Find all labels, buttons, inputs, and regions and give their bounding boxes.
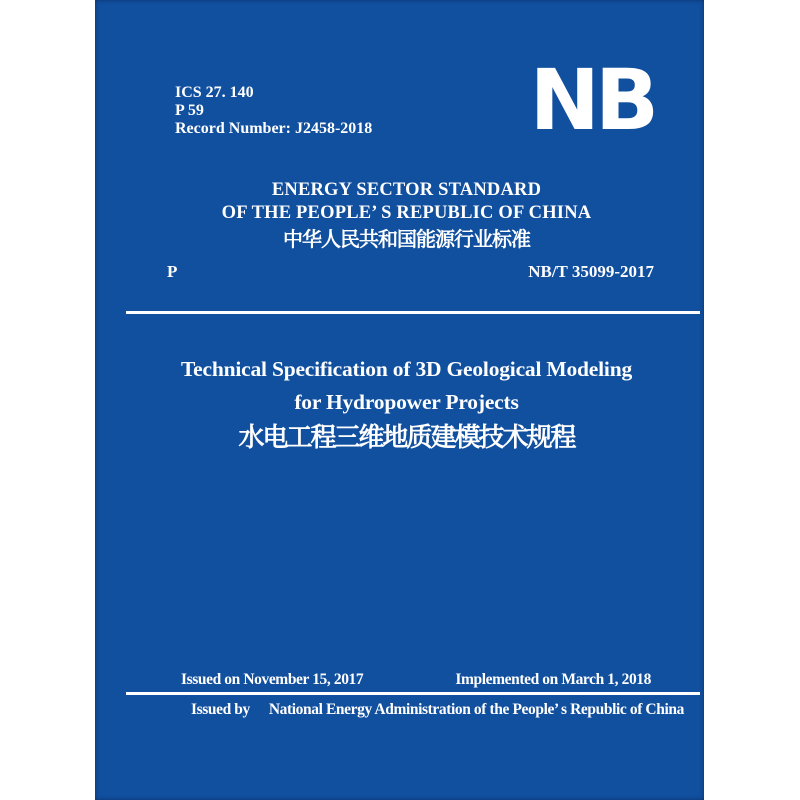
heading-line1: ENERGY SECTOR STANDARD: [271, 180, 542, 200]
title-english-line2: for Hydropower Projects: [294, 389, 519, 414]
title-english-line1: Technical Specification of 3D Geological Modeling: [180, 357, 633, 381]
title-block: [109, 353, 704, 452]
cover: [95, 0, 704, 800]
issued-by-row: [191, 701, 684, 719]
standard-number-row: [167, 262, 654, 282]
issued-by-value: National Energy Administration of the People’ s Republic of China: [268, 701, 684, 718]
nb-logo: NB: [529, 51, 654, 149]
doc-class-letter: P: [167, 262, 178, 281]
record-number: Record Number: J2458-2018: [175, 120, 373, 137]
classification-code: P 59: [175, 102, 204, 119]
standard-heading: [109, 179, 704, 251]
heading-line2: OF THE PEOPLE’ S REPUBLIC OF CHINA: [221, 203, 592, 223]
ics-code: ICS 27. 140: [175, 84, 254, 101]
issued-date: Issued on November 15, 2017: [181, 671, 364, 688]
title-chinese: 水电工程三维地质建模技术规程: [238, 423, 575, 452]
standard-number: NB/T 35099-2017: [528, 262, 654, 281]
metadata-block: [175, 84, 372, 138]
issued-by-label: Issued by: [191, 701, 250, 718]
dates-row: [181, 671, 651, 689]
heading-chinese: 中华人民共和国能源行业标准: [283, 229, 530, 251]
implemented-date: Implemented on March 1, 2018: [455, 671, 651, 688]
top-divider-line: [126, 311, 700, 314]
bottom-divider-line: [126, 692, 700, 695]
